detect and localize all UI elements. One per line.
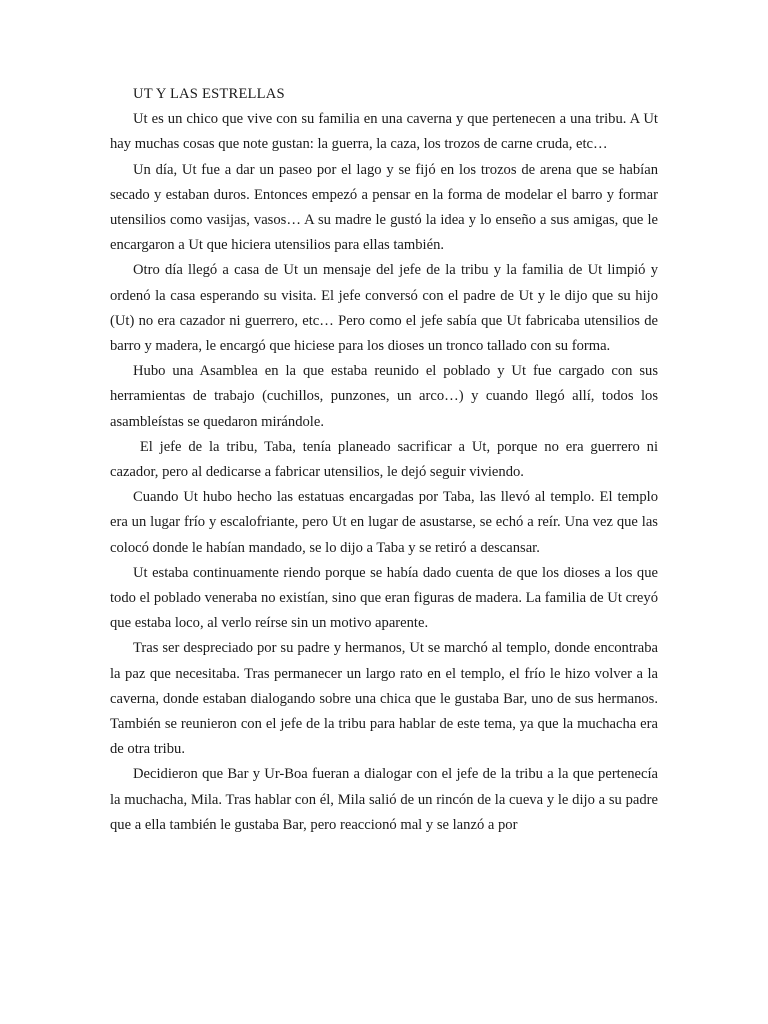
document-page: [110, 82, 662, 838]
paragraph-9: Decidieron que Bar y Ur-Boa fueran a dialogar con el jefe de la tribu a la que pertenecía la muchacha, Mila. Tras hablar con él, Mila salió de un rincón de la cueva y le dijo a su padre que a ella también le gustaba Bar, pero reaccionó mal y se lanzó a por: [110, 766, 658, 833]
paragraph-7: Ut estaba continuamente riendo porque se había dado cuenta de que los dioses a los que todo el poblado veneraba no existían, sino que eran figuras de madera. La familia de Ut creyó que estaba loco, al verlo reírse sin un motivo aparente.: [110, 564, 658, 632]
paragraph-8: Tras ser despreciado por su padre y hermanos, Ut se marchó al templo, donde encontraba la paz que necesitaba. Tras permanecer un largo rato en el templo, el frío le hizo volver a la caverna, donde estaban dialogando sobre una chica que le gustaba Bar, uno de sus hermanos. También se reunieron con el jefe de la tribu para hablar de este tema, ya que la muchacha era de otra tribu.: [110, 640, 658, 758]
paragraph-6: Cuando Ut hubo hecho las estatuas encargadas por Taba, las llevó al templo. El templo era un lugar frío y escalofriante, pero Ut en lugar de asustarse, se echó a reír. Una vez que las colocó donde le habían mandado, se lo dijo a Taba y se retiró a descansar.: [110, 489, 658, 556]
paragraph-1: Ut es un chico que vive con su familia en una caverna y que pertenecen a una tribu. A Ut hay muchas cosas que note gustan: la guerra, la caza, los trozos de carne cruda, etc…: [110, 111, 658, 153]
paragraph-3: Otro día llegó a casa de Ut un mensaje del jefe de la tribu y la familia de Ut limpió y ordenó la casa esperando su visita. El jefe conversó con el padre de Ut y le dijo que su hijo (Ut) no era cazador ni guerrero, etc… Pero como el jefe sabía que Ut fabricaba utensilios de barro y madera, le encargó que hiciese para los dioses un tronco tallado con su forma.: [110, 262, 658, 355]
paragraph-2: Un día, Ut fue a dar un paseo por el lago y se fijó en los trozos de arena que se habían secado y estaban duros. Entonces empezó a pensar en la forma de modelar el barro y formar utensilios como vasijas, vasos… A su madre le gustó la idea y lo enseño a sus amigas, que le encargaron a Ut que hiciera utensilios para ellas también.: [110, 161, 658, 254]
document-title: UT Y LAS ESTRELLAS: [133, 86, 285, 102]
paragraph-5: El jefe de la tribu, Taba, tenía planeado sacrificar a Ut, porque no era guerrero ni cazador, pero al dedicarse a fabricar utensilios, le dejó seguir viviendo.: [110, 438, 662, 481]
paragraph-4: Hubo una Asamblea en la que estaba reunido el poblado y Ut fue cargado con sus herramientas de trabajo (cuchillos, punzones, un arco…) y cuando llegó allí, todos los asambleístas se quedaron mirándole.: [110, 363, 658, 430]
